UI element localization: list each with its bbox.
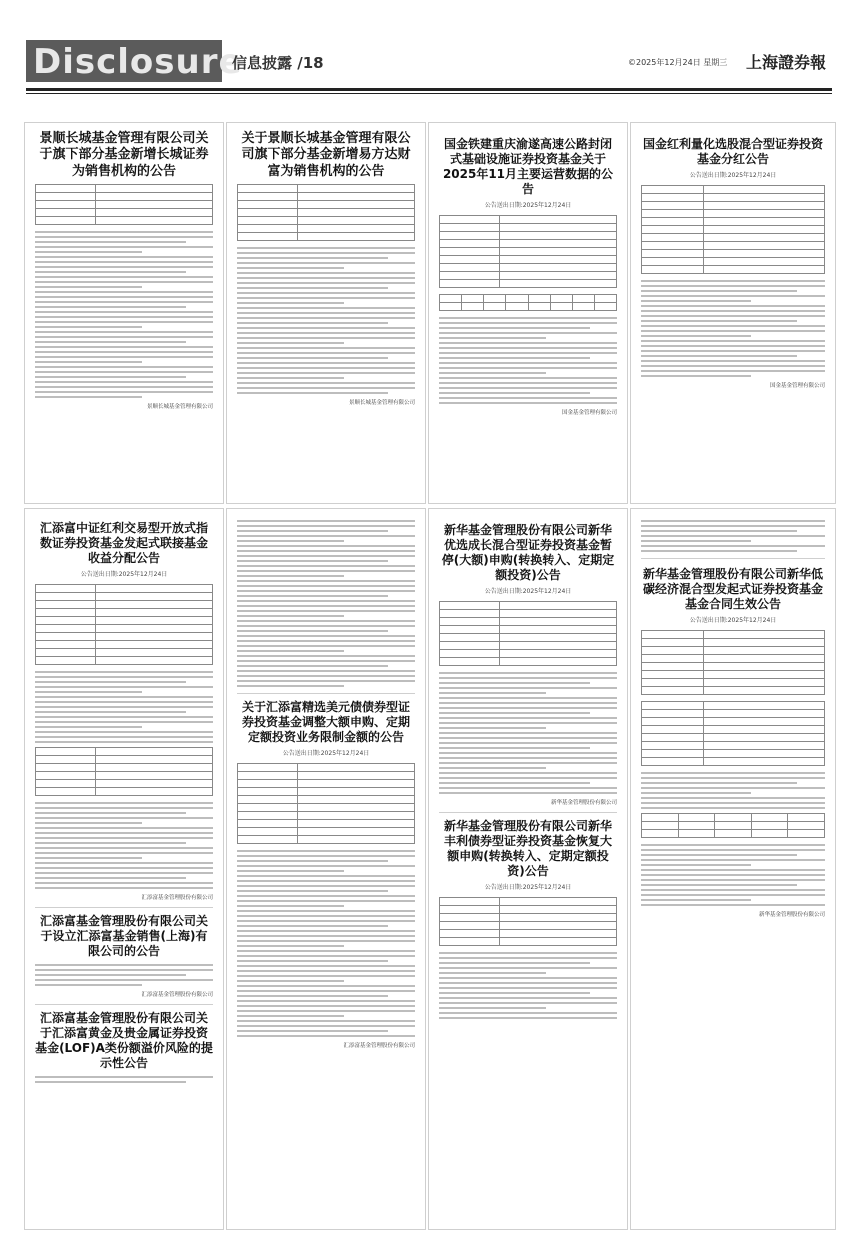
announcement-title: 汇添富基金管理股份有限公司关于汇添富黄金及贵金属证券投资基金(LOF)A类份额溢价风险的提示性公告 (35, 1011, 213, 1070)
announcement-signature: 新华基金管理股份有限公司 (758, 912, 825, 918)
announcement-signature: 汇添富基金管理股份有限公司 (343, 1043, 415, 1049)
announcement-title: 国金铁建重庆渝遂高速公路封闭式基础设施证券投资基金关于2025年11月主要运营数据的公告 (442, 137, 614, 196)
dividend-info-table (641, 185, 825, 274)
announcement-panel-5 (24, 508, 224, 1230)
announcement-divider (35, 907, 213, 908)
fundraising-table (641, 701, 825, 766)
announcement-date: 公告送出日期:2025年12月24日 (689, 172, 777, 179)
basic-info-table (439, 215, 617, 288)
announcement-body (439, 952, 617, 1019)
announcement-date: 公告送出日期:2025年12月24日 (689, 617, 777, 624)
announcement-signature: 汇添富基金管理股份有限公司 (141, 992, 213, 998)
announcement-divider (439, 812, 617, 813)
fund-list-table (35, 184, 213, 225)
issue-date: ©2025年12月24日 星期三 (628, 58, 728, 67)
fund-basic-table (641, 630, 825, 695)
announcement-title: 汇添富基金管理股份有限公司关于设立汇添富基金销售(上海)有限公司的公告 (39, 914, 208, 958)
page-header (0, 0, 857, 118)
announcement-body-continued (35, 802, 213, 889)
disclosure-banner-text: Disclosure (33, 42, 243, 82)
announcement-body (35, 1076, 213, 1083)
announcement-signature: 汇添富基金管理股份有限公司 (141, 895, 213, 901)
announcement-title: 汇添富中证红利交易型开放式指数证券投资基金发起式联接基金收益分配公告 (39, 521, 208, 565)
announcement-panel-2 (226, 122, 426, 504)
announcement-date: 公告送出日期:2025年12月24日 (484, 588, 572, 595)
holdings-table (641, 813, 825, 838)
announcement-body (439, 317, 617, 404)
header-rule-thick (26, 88, 832, 91)
announcement-panel-10 (630, 508, 836, 1230)
fund-basic-table (237, 763, 415, 844)
announcement-signature: 景顺长城基金管理有限公司 (146, 403, 213, 410)
fund-list-table (237, 184, 415, 241)
announcement-9-continued (641, 520, 825, 552)
announcement-divider (641, 558, 825, 559)
announcement-panel-3 (428, 122, 628, 504)
header-rule-thin (26, 93, 832, 94)
schedule-table (35, 747, 213, 796)
operating-data-table (439, 294, 617, 311)
announcement-body (439, 672, 617, 794)
announcement-body-continued (641, 844, 825, 906)
announcement-body (35, 231, 213, 398)
announcement-title: 新华基金管理股份有限公司新华优选成长混合型证券投资基金暂停(大额)申购(转换转入、定期定额投资)公告 (441, 523, 615, 582)
announcement-panel-9 (428, 508, 628, 1230)
announcement-divider (35, 1004, 213, 1005)
newspaper-brand: 上海證券報 (746, 53, 827, 72)
announcement-panel-1 (24, 122, 224, 504)
distribution-table (35, 584, 213, 665)
announcement-body (237, 247, 415, 394)
announcement-signature: 景顺长城基金管理有限公司 (348, 399, 415, 406)
announcement-title: 新华基金管理股份有限公司新华低碳经济混合型发起式证券投资基金基金合同生效公告 (642, 567, 823, 611)
resumption-info-table (439, 897, 617, 946)
announcement-panel-4 (630, 122, 836, 504)
announcement-date: 公告送出日期:2025年12月24日 (80, 571, 168, 578)
announcement-title: 关于景顺长城基金管理有限公司旗下部分基金新增易方达财富为销售机构的公告 (241, 131, 411, 179)
announcement-signature: 国金基金管理有限公司 (561, 410, 617, 416)
announcement-title: 国金红利量化选股混合型证券投资基金分红公告 (642, 137, 823, 166)
announcement-signature: 新华基金管理股份有限公司 (550, 800, 617, 806)
announcement-date: 公告送出日期:2025年12月24日 (282, 750, 370, 757)
announcement-panel-6 (226, 508, 426, 1230)
announcement-divider (237, 693, 415, 694)
announcement-date: 公告送出日期:2025年12月24日 (484, 202, 572, 209)
announcement-title: 关于汇添富精选美元债债券型证券投资基金调整大额申购、定期定额投资业务限制金额的公告 (241, 700, 410, 744)
announcement-title: 新华基金管理股份有限公司新华丰利债券型证券投资基金恢复大额申购(转换转入、定期定额投资)公告 (443, 819, 612, 878)
announcement-date: 公告送出日期:2025年12月24日 (484, 884, 572, 891)
announcement-body (237, 850, 415, 1037)
suspension-info-table (439, 601, 617, 666)
announcement-signature: 国金基金管理有限公司 (769, 383, 825, 389)
announcement-body (35, 964, 213, 986)
announcement-5-continued (237, 520, 415, 687)
section-title: 信息披露 /18 (232, 54, 324, 72)
announcement-body (641, 280, 825, 377)
announcement-title: 景顺长城基金管理有限公司关于旗下部分基金新增长城证券为销售机构的公告 (39, 131, 209, 179)
announcement-body (35, 671, 213, 743)
announcement-body (641, 772, 825, 809)
